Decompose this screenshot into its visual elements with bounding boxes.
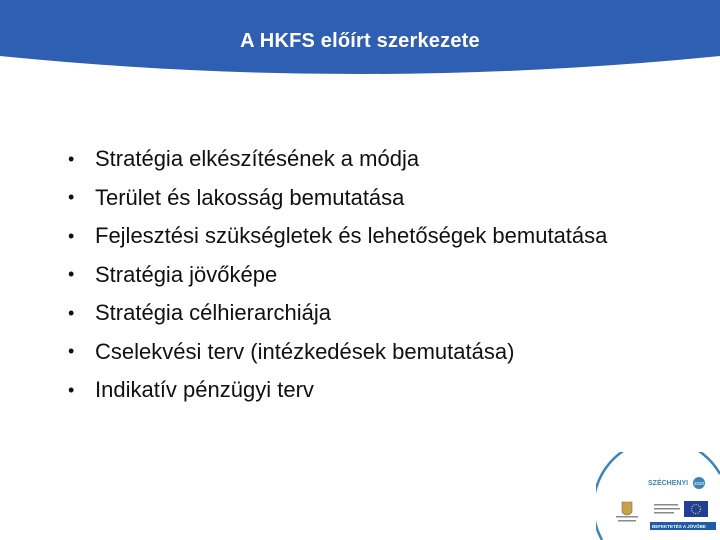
bullet-symbol: • xyxy=(68,187,75,208)
bullet-symbol: • xyxy=(68,341,75,362)
eu-flag-icon xyxy=(684,501,708,517)
bullet-text: Cselekvési terv (intézkedések bemutatása) xyxy=(95,338,515,364)
list-item xyxy=(68,371,607,410)
bullet-text: Indikatív pénzügyi terv xyxy=(95,377,314,403)
logo-graphic xyxy=(596,452,720,540)
bullet-list xyxy=(68,140,607,410)
logo-label-text: BEFEKTETÉS A JÖVŐBE xyxy=(652,524,706,529)
logo-text-line xyxy=(654,504,678,506)
logo-text-line xyxy=(618,520,636,522)
bullet-text: Terület és lakosság bemutatása xyxy=(95,184,405,210)
logo-brand-number: 2020 xyxy=(694,481,705,486)
bullet-text: Stratégia elkészítésének a módja xyxy=(95,146,420,172)
bullet-text: Stratégia jövőképe xyxy=(95,261,278,287)
logo-brand-text: SZÉCHENYI xyxy=(648,480,689,487)
szechenyi-2020-logo xyxy=(596,452,720,540)
title-bar xyxy=(0,0,720,80)
bullet-text: Fejlesztési szükségletek és lehetőségek bemutatása xyxy=(95,223,608,249)
coat-of-arms-icon xyxy=(622,502,632,515)
logo-text-line xyxy=(654,508,680,510)
list-item xyxy=(68,179,607,218)
slide-title: A HKFS előírt szerkezete xyxy=(240,30,480,52)
list-item xyxy=(68,294,607,333)
list-item xyxy=(68,140,607,179)
bullet-text: Stratégia célhierarchiája xyxy=(95,300,332,326)
logo-text-line xyxy=(616,516,638,518)
bullet-symbol: • xyxy=(68,302,75,323)
logo-text-line xyxy=(654,512,674,514)
bullet-symbol: • xyxy=(68,379,75,400)
list-item xyxy=(68,333,607,372)
bullet-symbol: • xyxy=(68,148,75,169)
bullet-symbol: • xyxy=(68,264,75,285)
bullet-symbol: • xyxy=(68,225,75,246)
list-item xyxy=(68,256,607,295)
list-item xyxy=(68,217,607,256)
